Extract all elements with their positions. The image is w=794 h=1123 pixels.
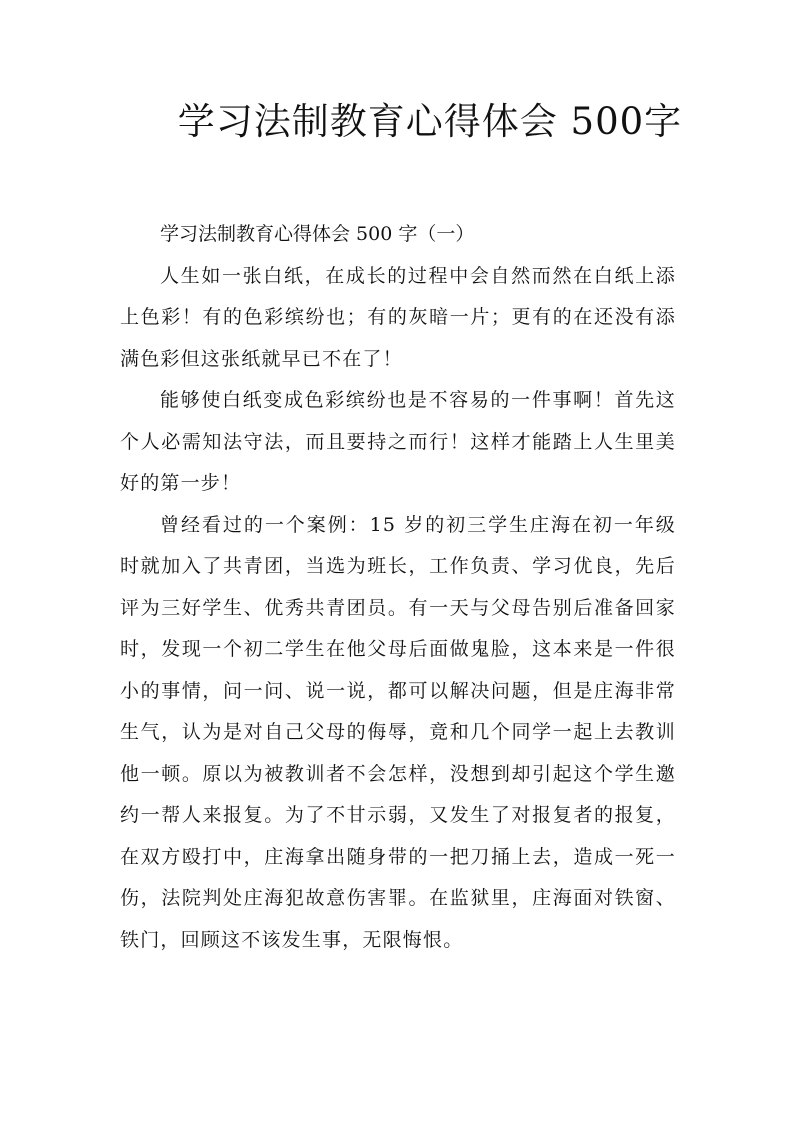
document-body bbox=[120, 214, 676, 961]
paragraph-1: 人生如一张白纸，在成长的过程中会自然而然在白纸上添上色彩！有的色彩缤纷也；有的灰暗一片；更有的在还没有添满色彩但这张纸就早已不在了！ bbox=[120, 264, 676, 370]
paragraph-3: 曾经看过的一个案例：15 岁的初三学生庄海在初一年级时就加入了共青团，当选为班长，工作负责、学习优良，先后评为三好学生、优秀共青团员。有一天与父母告别后准备回家时，发现一个初二学生在他父母后面做鬼脸，这本来是一件很小的事情，问一问、说一说，都可以解决问题，但是庄海非常生气，认为是对自己父母的侮辱，竟和几个同学一起上去教训他一顿。原以为被教训者不会怎样，没想到却引起这个学生邀约一帮人来报复。为了不甘示弱，又发生了对报复者的报复，在双方殴打中，庄海拿出随身带的一把刀捅上去，造成一死一伤，法院判处庄海犯故意伤害罪。在监狱里，庄海面对铁窗、铁门，回顾这不该发生事，无限悔恨。 bbox=[120, 513, 676, 951]
document-title: 学习法制教育心得体会 500字 bbox=[177, 100, 683, 143]
section-subheading: 学习法制教育心得体会 500 字（一） bbox=[160, 223, 475, 245]
paragraph-2: 能够使白纸变成色彩缤纷也是不容易的一件事啊！首先这个人必需知法守法，而且要持之而行！这样才能踏上人生里美好的第一步！ bbox=[120, 389, 676, 494]
